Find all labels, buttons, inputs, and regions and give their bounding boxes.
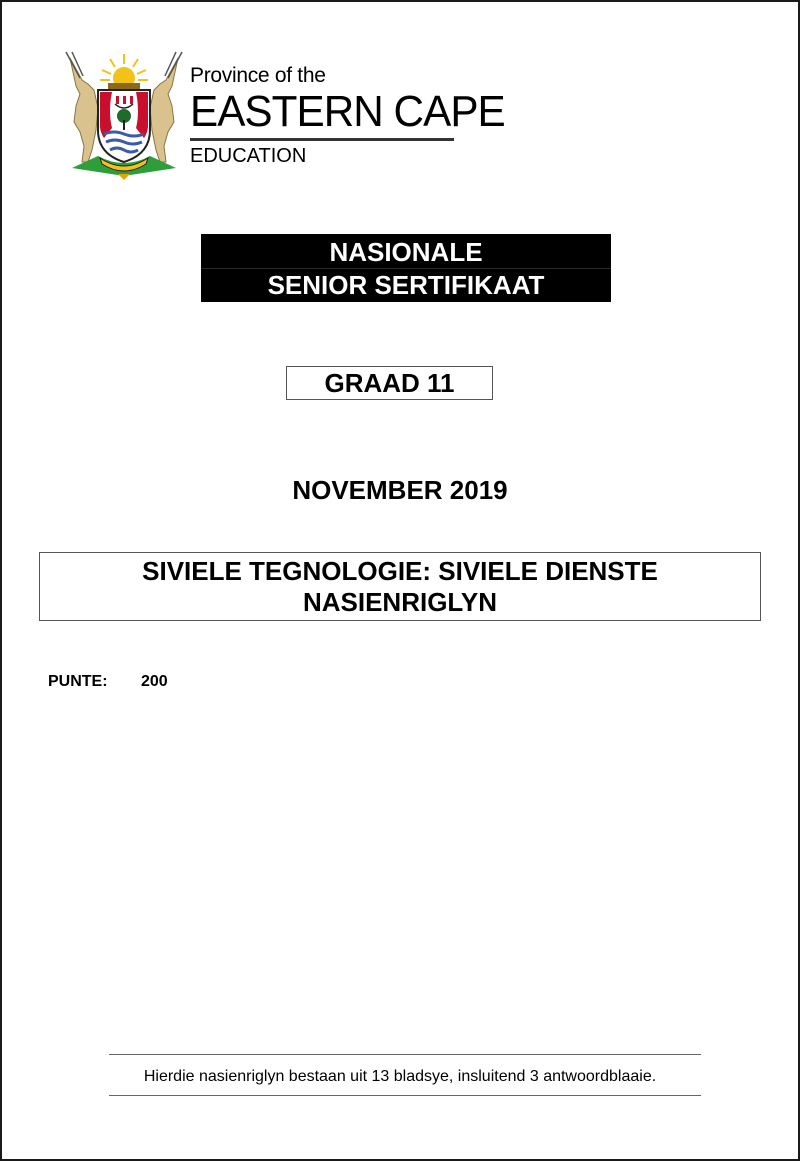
- logo-department: EDUCATION: [190, 145, 307, 167]
- document-type: NASIENRIGLYN: [302, 587, 498, 617]
- grade-label: GRAAD 11: [286, 366, 493, 400]
- page-count-note: Hierdie nasienriglyn bestaan uit 13 bladsye, insluitend 3 antwoordblaaie.: [143, 1068, 657, 1085]
- subject-title: SIVIELE TEGNOLOGIE: SIVIELE DIENSTE: [142, 556, 658, 586]
- logo-text: [190, 64, 518, 168]
- logo-province-label: Province of the: [190, 64, 326, 87]
- footer-bottom-rule: [109, 1095, 701, 1096]
- total-marks: [48, 672, 168, 692]
- marks-label: PUNTE:: [48, 673, 108, 690]
- certificate-title-banner: [201, 234, 611, 302]
- coat-of-arms-icon: [58, 50, 190, 180]
- certificate-title-line2: SENIOR SERTIFIKAAT: [267, 270, 545, 300]
- logo-province-name: EASTERN CAPE: [190, 87, 505, 136]
- marks-value: 200: [141, 673, 168, 690]
- logo-divider: [190, 138, 454, 141]
- exam-date: NOVEMBER 2019: [292, 475, 508, 505]
- eastern-cape-education-logo: [58, 50, 505, 180]
- certificate-title-line1: NASIONALE: [329, 237, 483, 267]
- subject-title-box: [39, 552, 761, 621]
- footer-top-rule: [109, 1054, 701, 1055]
